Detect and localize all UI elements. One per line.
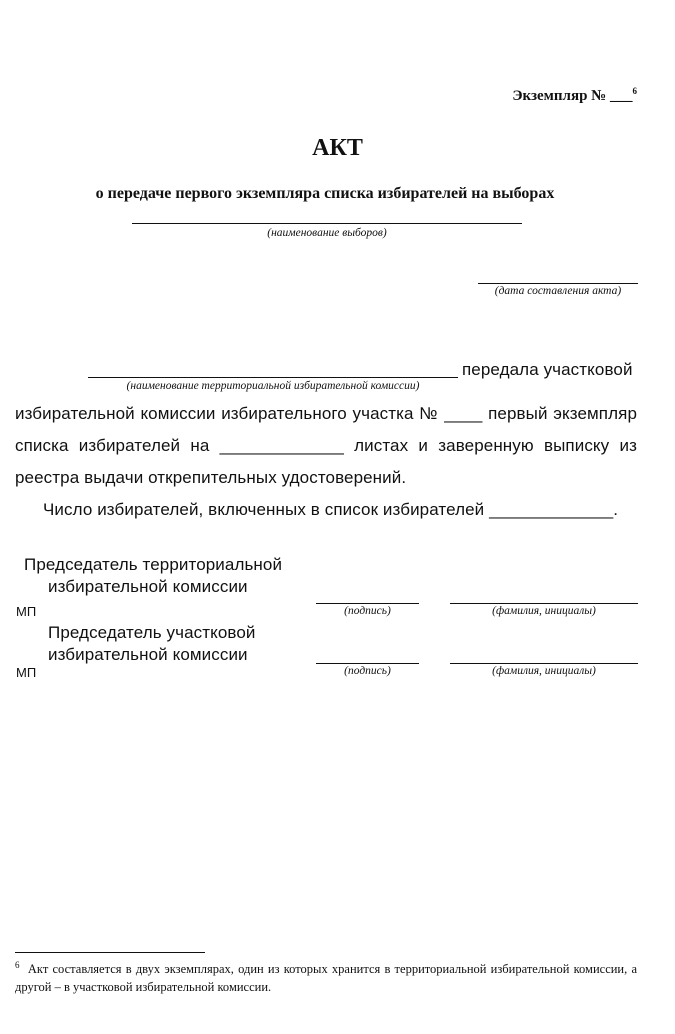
copy-footnote-mark: 6 — [632, 86, 637, 96]
territorial-commission-caption: (наименование территориальной избирательной комиссии) — [126, 380, 420, 392]
territorial-chair-title-2: избирательной комиссии — [48, 577, 248, 596]
body-line-4: реестра выдачи открепительных удостоверений. — [15, 468, 407, 487]
body-line-3: списка избирателей на _____________ листах и заверенную выписку из — [15, 436, 637, 455]
seal-label-1: МП — [16, 604, 37, 619]
precinct-chair-title-1: Председатель участковой — [48, 623, 256, 642]
body-line-1-tail: передала участковой — [462, 360, 633, 379]
precinct-name-caption: (фамилия, инициалы) — [492, 665, 596, 677]
territorial-name-caption: (фамилия, инициалы) — [492, 605, 596, 617]
precinct-signature-caption: (подпись) — [344, 665, 391, 677]
territorial-name-line — [450, 603, 638, 604]
election-name-caption: (наименование выборов) — [267, 227, 387, 239]
precinct-chair-title-2: избирательной комиссии — [48, 645, 248, 664]
footnote-separator — [15, 952, 205, 953]
voters-count-line: Число избирателей, включенных в список избирателей _____________. — [43, 500, 619, 519]
election-name-line — [132, 223, 522, 224]
copy-number-label — [512, 88, 637, 105]
territorial-signature-line — [316, 603, 419, 604]
precinct-signature-line — [316, 663, 419, 664]
territorial-chair-title-1: Председатель территориальной — [24, 555, 283, 574]
footnote — [15, 960, 637, 996]
territorial-signature-caption: (подпись) — [344, 605, 391, 617]
document-title: АКТ — [312, 135, 363, 161]
body-line-2: избирательной комиссии избирательного участка № ____ первый экземпляр — [15, 404, 637, 423]
footnote-mark: 6 — [15, 959, 20, 970]
act-date-line — [478, 283, 638, 284]
act-date-caption: (дата составления акта) — [494, 285, 622, 297]
footnote-text: Акт составляется в двух экземплярах, один из которых хранится в территориальной избирательной комиссии, а другой – в участковой избирательной комиссии. — [15, 962, 638, 994]
seal-label-2: МП — [16, 665, 37, 680]
copy-number-text: Экземпляр № ___ — [512, 88, 633, 104]
precinct-name-line — [450, 663, 638, 664]
document-subtitle: о передаче первого экземпляра списка избирателей на выборах — [95, 185, 555, 202]
territorial-commission-line — [88, 377, 458, 378]
